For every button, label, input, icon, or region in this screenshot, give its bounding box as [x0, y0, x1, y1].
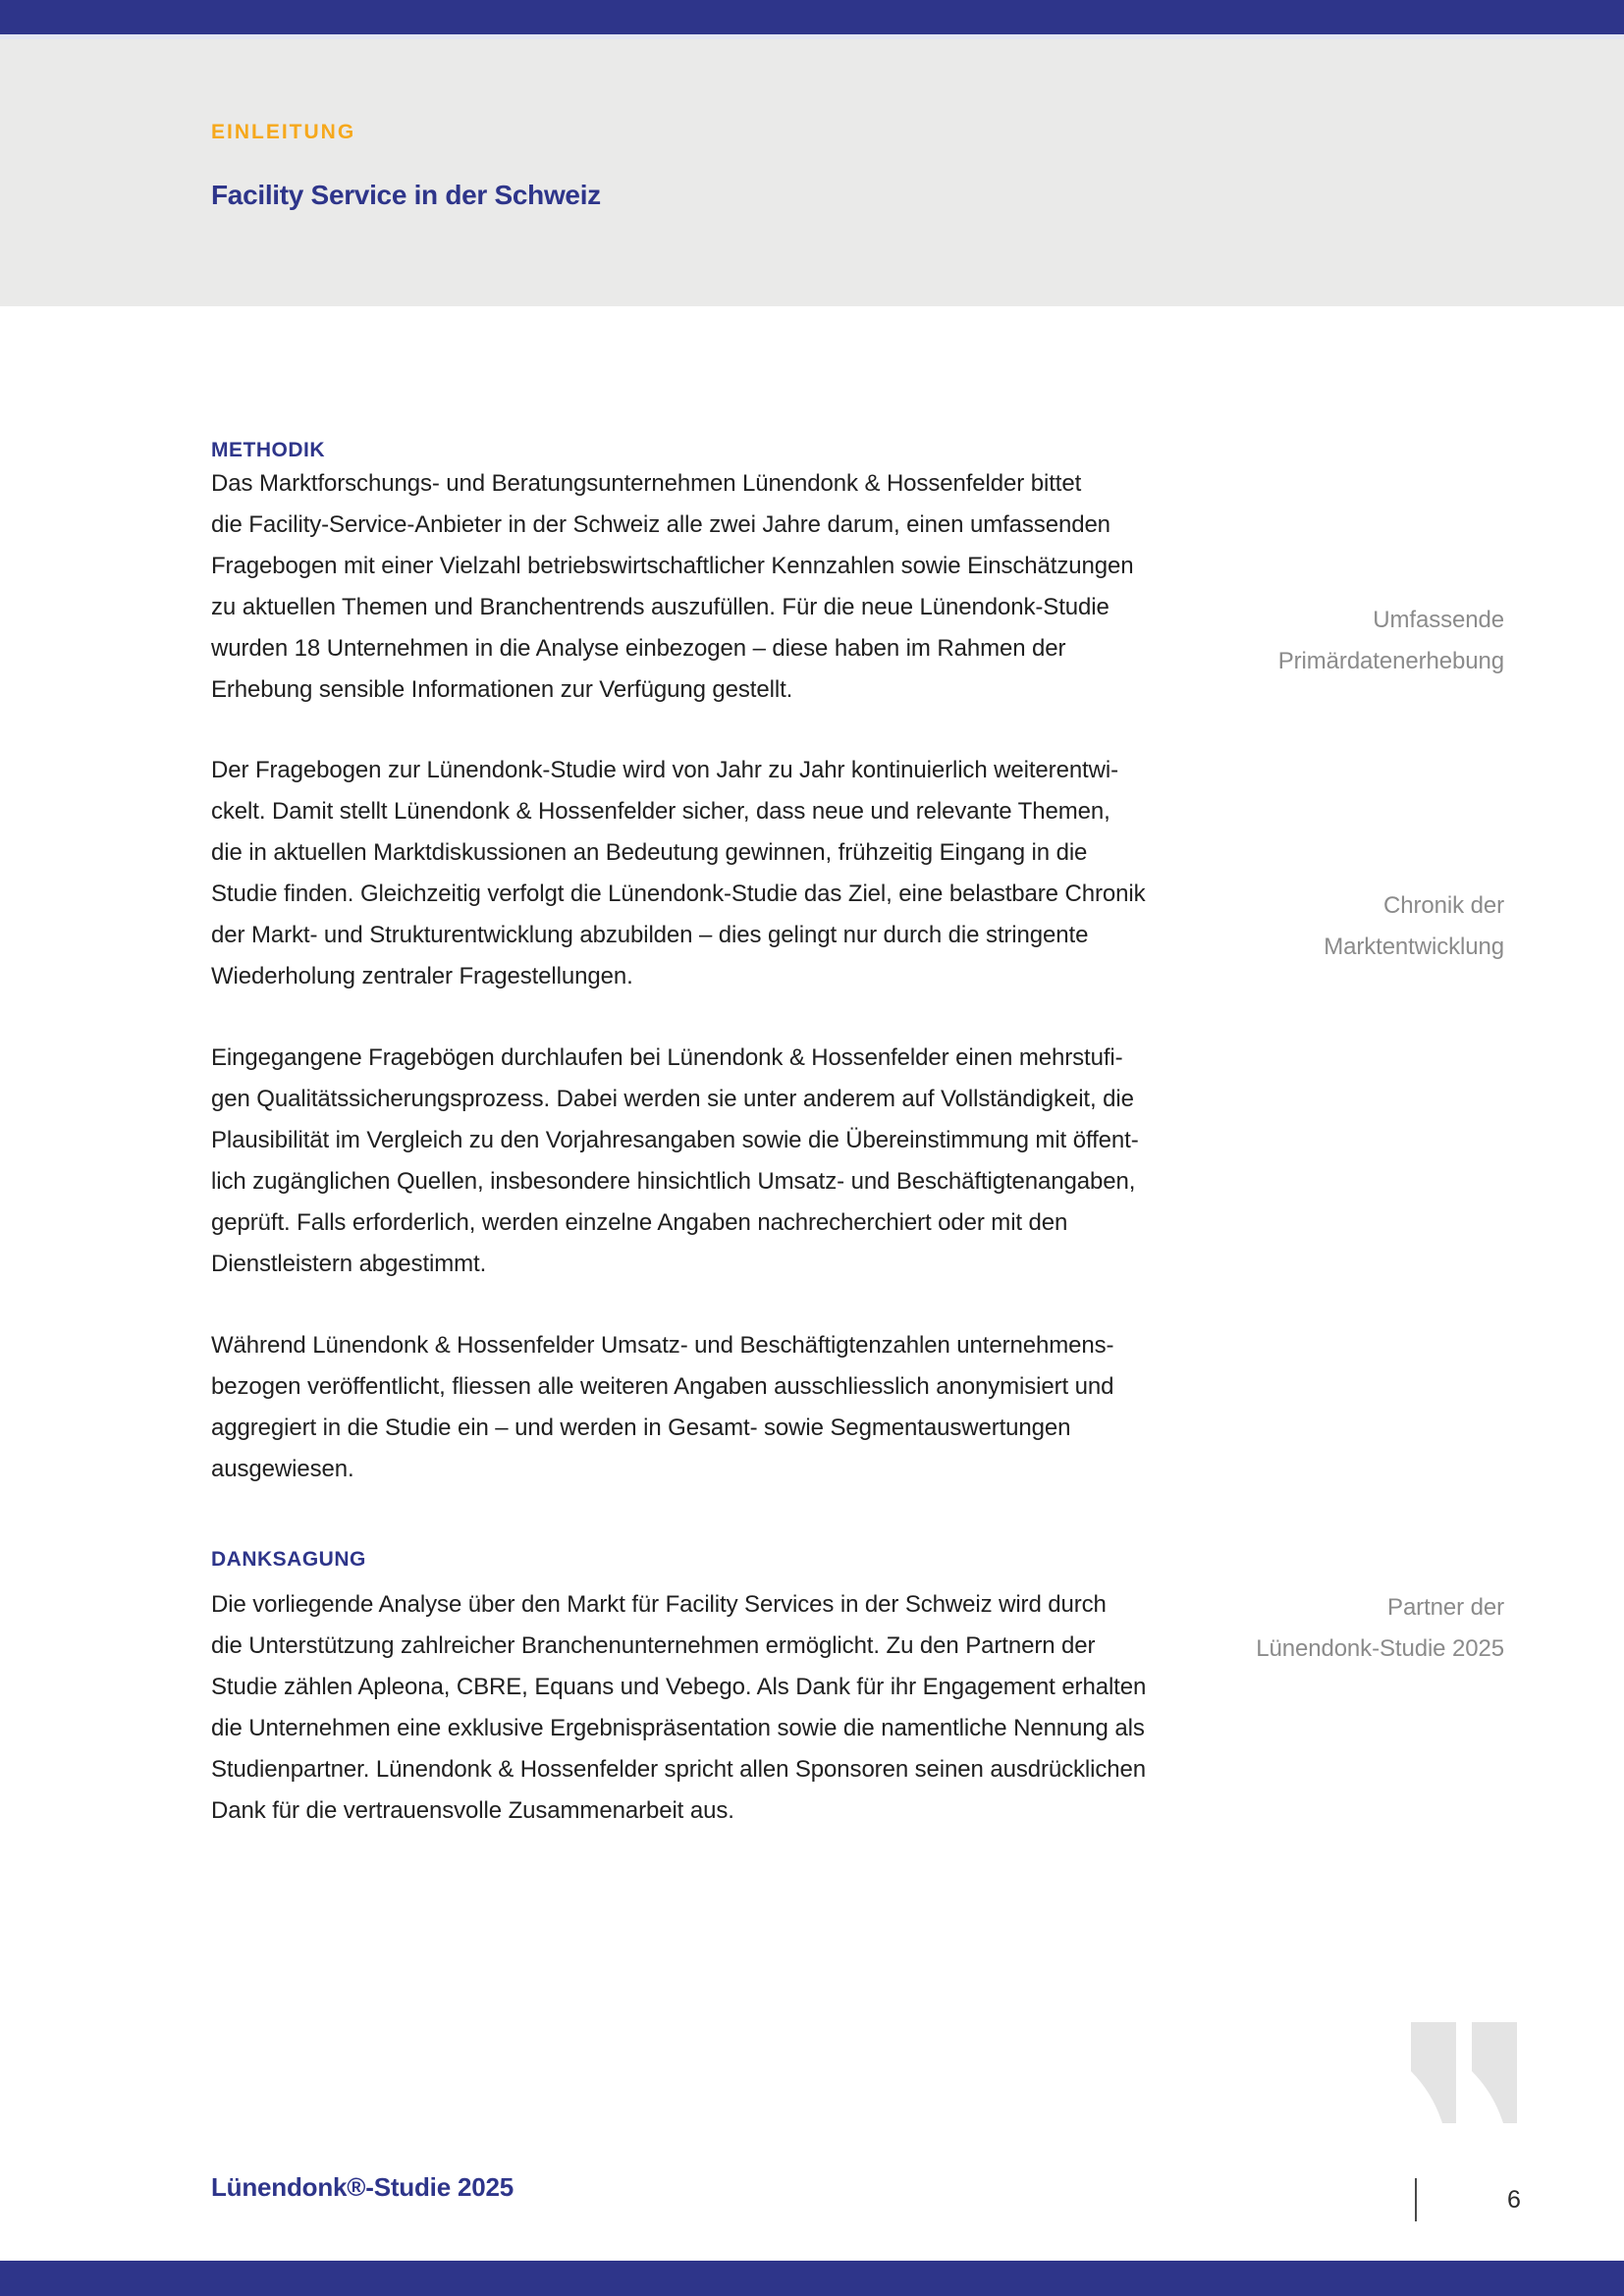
section-heading-methodik: METHODIK — [211, 439, 325, 461]
page-number: 6 — [1507, 2186, 1521, 2214]
body-line: Plausibilität im Vergleich zu den Vorjahresangaben sowie die Übereinstimmung mit öffent- — [211, 1127, 1139, 1153]
body-line: aggregiert in die Studie ein – und werden in Gesamt- sowie Segmentauswertungen — [211, 1415, 1071, 1441]
body-line: Dank für die vertrauensvolle Zusammenarbeit aus. — [211, 1797, 734, 1824]
margin-note-line: Partner der — [1387, 1594, 1504, 1621]
section-heading-danksagung: DANKSAGUNG — [211, 1548, 366, 1571]
paragraph-methodik-3 — [211, 1038, 1252, 1285]
body-line: die Facility-Service-Anbieter in der Schweiz alle zwei Jahre darum, einen umfassenden — [211, 511, 1110, 538]
margin-note-line: Umfassende — [1373, 607, 1504, 633]
body-line: lich zugänglichen Quellen, insbesondere hinsichtlich Umsatz- und Beschäftigtenangaben, — [211, 1168, 1136, 1195]
margin-note-line: Primärdatenerhebung — [1277, 648, 1504, 674]
footer-brand-text: Lünendonk®-Studie 2025 — [211, 2172, 514, 2202]
body-line: Dienstleistern abgestimmt. — [211, 1251, 487, 1277]
body-line: der Markt- und Strukturentwicklung abzubilden – dies gelingt nur durch die stringente — [211, 922, 1089, 948]
body-line: bezogen veröffentlicht, fliessen alle weiteren Angaben ausschliesslich anonymisiert und — [211, 1373, 1114, 1400]
paragraph-methodik-4 — [211, 1325, 1252, 1490]
body-line: die in aktuellen Marktdiskussionen an Bedeutung gewinnen, frühzeitig Eingang in die — [211, 839, 1088, 866]
body-line: zu aktuellen Themen und Branchentrends auszufüllen. Für die neue Lünendonk-Studie — [211, 594, 1110, 620]
body-line: Fragebogen mit einer Vielzahl betriebswirtschaftlicher Kennzahlen sowie Einschätzungen — [211, 553, 1134, 579]
margin-note-line: Chronik der — [1383, 892, 1504, 919]
margin-note-primaerdatenerhebung — [1092, 600, 1504, 682]
margin-note-marktentwicklung — [1092, 885, 1504, 968]
body-line: die Unternehmen eine exklusive Ergebnispräsentation sowie die namentliche Nennung als — [211, 1715, 1145, 1741]
chapter-eyebrow: EINLEITUNG — [211, 121, 356, 143]
body-line: Der Fragebogen zur Lünendonk-Studie wird von Jahr zu Jahr kontinuierlich weiterentwi- — [211, 757, 1118, 783]
body-line: die Unterstützung zahlreicher Branchenunternehmen ermöglicht. Zu den Partnern der — [211, 1632, 1096, 1659]
margin-note-line: Lünendonk-Studie 2025 — [1256, 1635, 1504, 1662]
chapter-title: Facility Service in der Schweiz — [211, 180, 601, 210]
closing-double-quote-icon — [1411, 2022, 1519, 2124]
body-line: geprüft. Falls erforderlich, werden einzelne Angaben nachrecherchiert oder mit den — [211, 1209, 1068, 1236]
footer-divider-rule — [1415, 2178, 1417, 2221]
body-line: Erhebung sensible Informationen zur Verfügung gestellt. — [211, 676, 793, 703]
body-line: ausgewiesen. — [211, 1456, 354, 1482]
body-line: Die vorliegende Analyse über den Markt für Facility Services in der Schweiz wird durch — [211, 1591, 1107, 1618]
top-brand-bar — [0, 0, 1624, 34]
body-line: Das Marktforschungs- und Beratungsunternehmen Lünendonk & Hossenfelder bittet — [211, 470, 1082, 497]
body-line: ckelt. Damit stellt Lünendonk & Hossenfelder sicher, dass neue und relevante Themen, — [211, 798, 1110, 825]
bottom-brand-bar — [0, 2261, 1624, 2296]
body-line: Studie zählen Apleona, CBRE, Equans und Vebego. Als Dank für ihr Engagement erhalten — [211, 1674, 1147, 1700]
body-line: gen Qualitätssicherungsprozess. Dabei werden sie unter anderem auf Vollständigkeit, die — [211, 1086, 1134, 1112]
margin-note-partner — [1092, 1587, 1504, 1670]
body-line: Wiederholung zentraler Fragestellungen. — [211, 963, 633, 989]
body-line: Studienpartner. Lünendonk & Hossenfelder spricht allen Sponsoren seinen ausdrücklichen — [211, 1756, 1147, 1783]
chapter-header-band — [0, 39, 1624, 306]
margin-note-line: Marktentwicklung — [1324, 934, 1504, 960]
body-line: wurden 18 Unternehmen in die Analyse einbezogen – diese haben im Rahmen der — [211, 635, 1066, 662]
body-line: Studie finden. Gleichzeitig verfolgt die Lünendonk-Studie das Ziel, eine belastbare Chronik — [211, 881, 1146, 907]
body-line: Eingegangene Fragebögen durchlaufen bei Lünendonk & Hossenfelder einen mehrstufi- — [211, 1044, 1123, 1071]
body-line: Während Lünendonk & Hossenfelder Umsatz- und Beschäftigtenzahlen unternehmens- — [211, 1332, 1114, 1359]
